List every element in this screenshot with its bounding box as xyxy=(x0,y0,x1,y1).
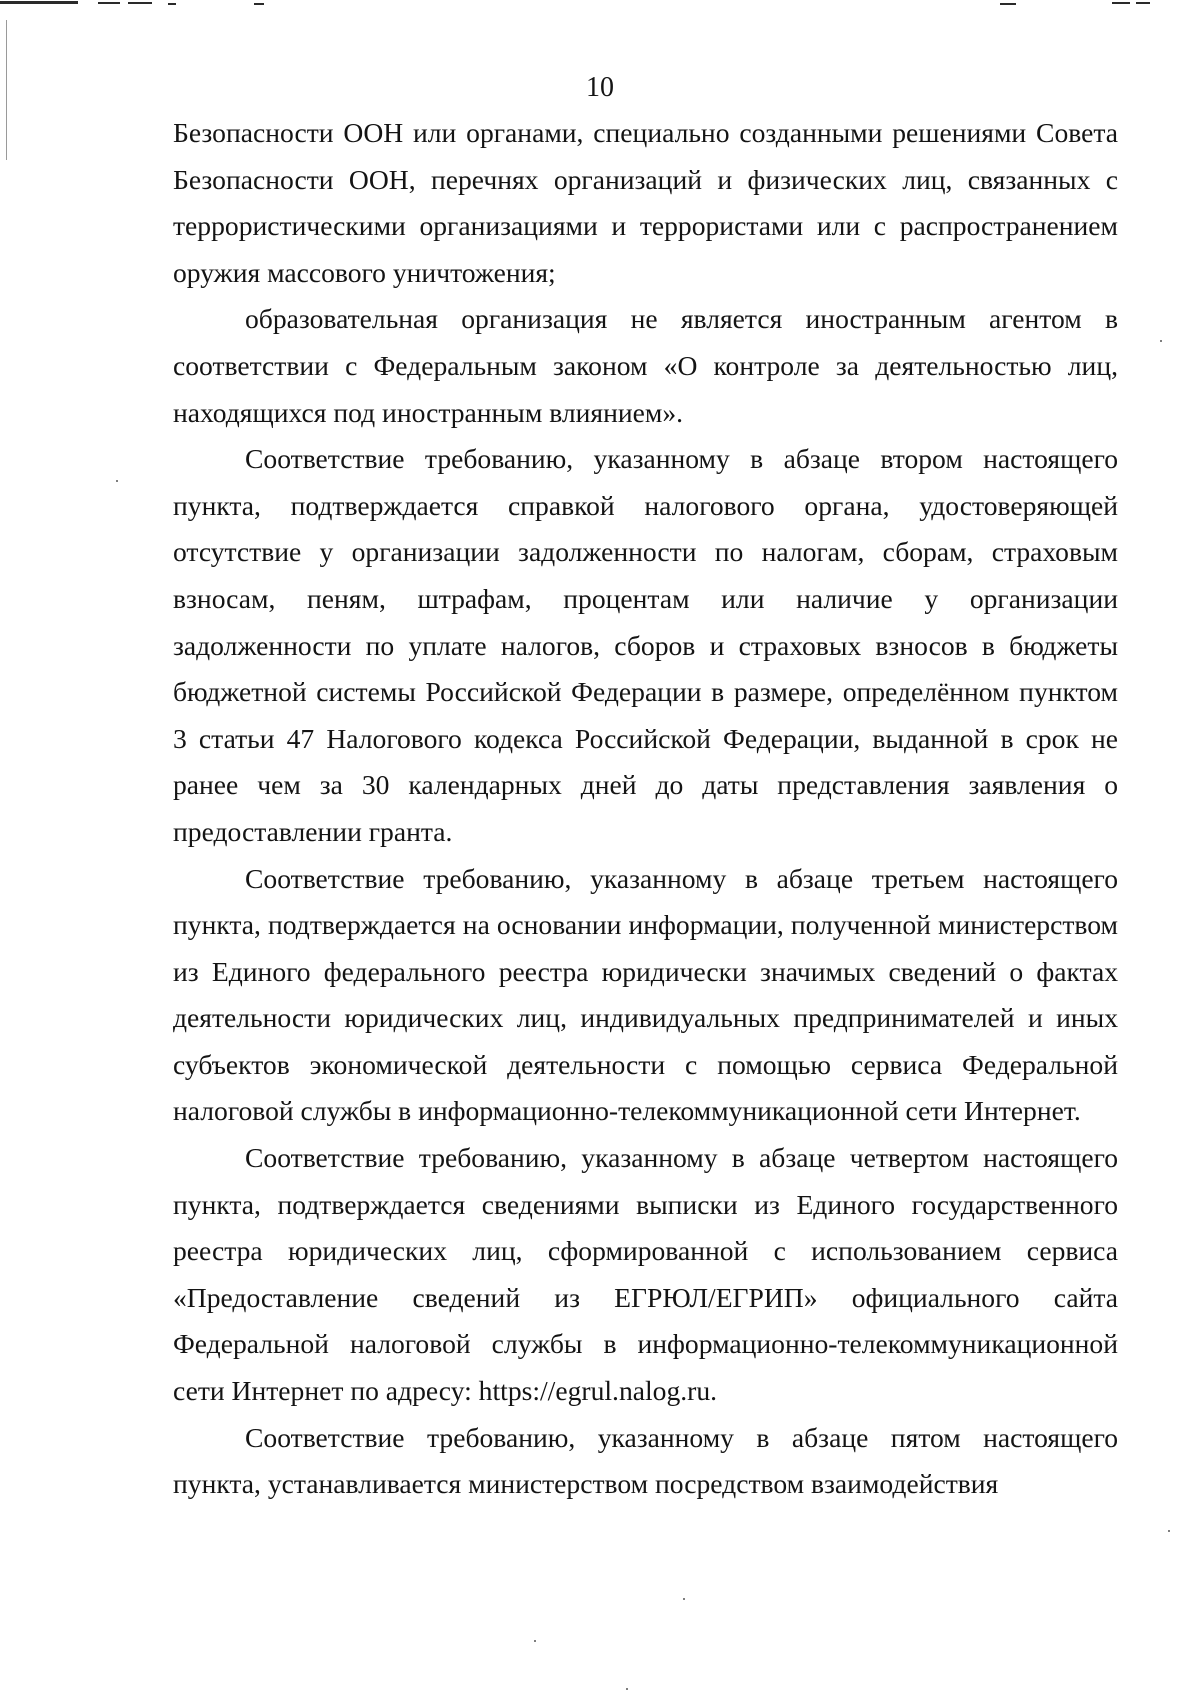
scan-speck xyxy=(683,1598,685,1600)
paragraph-2: образовательная организация не является иностранным агентом в соответствии с Федеральным законом «О контроле за деятельностью лиц, находящихся под иностранным влиянием». xyxy=(173,303,1118,428)
scan-edge-artifacts xyxy=(0,0,1200,8)
document-body xyxy=(173,110,1118,1508)
scan-speck xyxy=(626,1688,628,1690)
page-number: 10 xyxy=(586,72,614,103)
paragraph-4: Соответствие требованию, указанному в абзаце третьем настоящего пункта, подтверждается на основании информации, полученной министерством из Единого федерального реестра юридически значимых сведений о фактах деятельности юридических лиц, индивидуальных предпринимателей и иных субъектов экономической деятельности с помощью сервиса Федеральной налоговой службы в информационно-телекоммуникационной сети Интернет. xyxy=(173,862,1118,1127)
paragraph-1: Безопасности ООН или органами, специально созданными решениями Совета Безопасности ООН, перечнях организаций и физических лиц, связанных с террористическими организациями и террористами или с распространением оружия массового уничтожения; xyxy=(173,117,1118,288)
scan-speck xyxy=(1168,1530,1170,1532)
scan-speck xyxy=(116,480,118,482)
paragraph-5: Соответствие требованию, указанному в абзаце четвертом настоящего пункта, подтверждается сведениями выписки из Единого государственного реестра юридических лиц, сформированной с использованием сервиса «Предоставление сведений из ЕГРЮЛ/ЕГРИП» официального сайта Федеральной налоговой службы в информационно-телекоммуникационной сети Интернет по адресу: https://egrul.nalog.ru. xyxy=(173,1142,1118,1407)
scan-speck xyxy=(534,1640,536,1642)
paragraph-6: Соответствие требованию, указанному в абзаце пятом настоящего пункта, устанавливается министерством посредством взаимодействия xyxy=(173,1421,1118,1500)
paragraph-3: Соответствие требованию, указанному в абзаце втором настоящего пункта, подтверждается справкой налогового органа, удостоверяющей отсутствие у организации задолженности по налогам, сборам, страховым взносам, пеням, штрафам, процентам или наличие у организации задолженности по уплате налогов, сборов и страховых взносов в бюджеты бюджетной системы Российской Федерации в размере, определённом пунктом 3 статьи 47 Налогового кодекса Российской Федерации, выданной в срок не ранее чем за 30 календарных дней до даты представления заявления о предоставлении гранта. xyxy=(173,443,1118,847)
scan-speck xyxy=(1160,340,1162,342)
